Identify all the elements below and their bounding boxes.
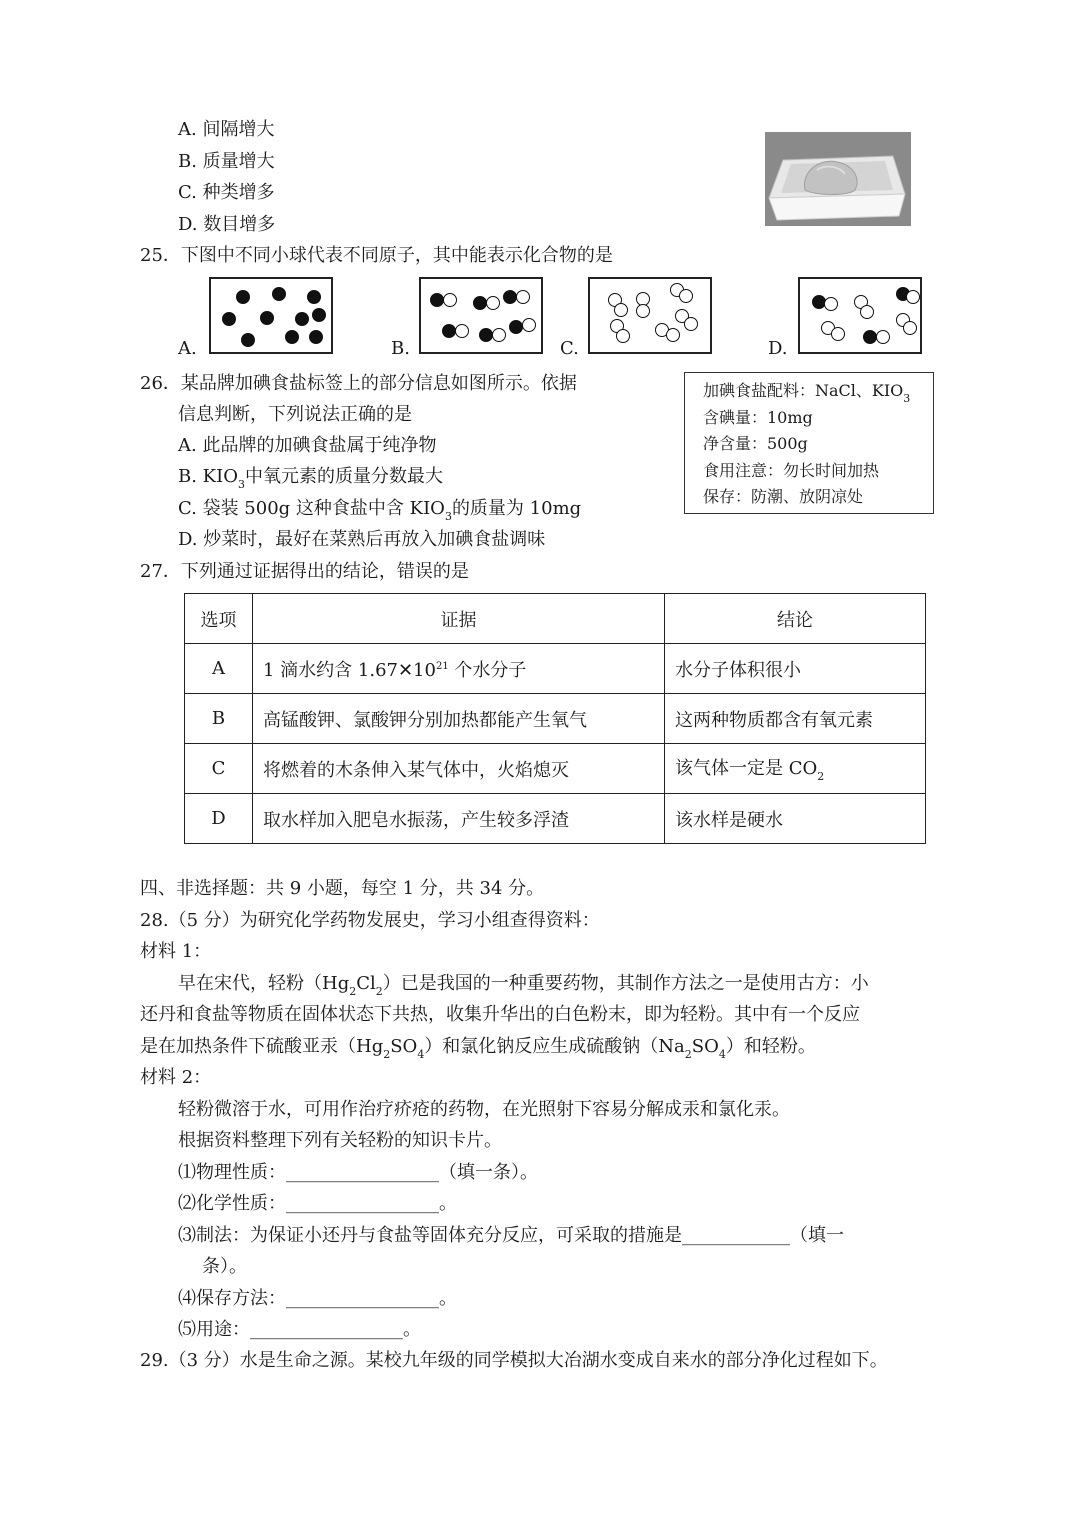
- q26-option-b: B. $KIO_3$中氧元素的质量分数最大: [178, 466, 443, 491]
- atom-dark: [260, 311, 274, 325]
- atom-dark: [473, 296, 487, 310]
- q28-item-method: ⑶制法：为保证小还丹与食盐等固体充分反应，可采取的措施是____________（填一: [178, 1225, 844, 1246]
- table-cell-evidence: 将燃着的木条伸入某气体中，火焰熄灭: [253, 744, 665, 794]
- salt-label-storage: 保存：防潮、放阴凉处: [703, 487, 864, 506]
- table-cell-option: A: [185, 644, 253, 694]
- q26-stem-line2: 信息判断，下列说法正确的是: [178, 404, 412, 425]
- atom-light: [679, 289, 693, 303]
- material2-para: 轻粉微溶于水，可用作治疗疥疮的药物，在光照射下容易分解成汞和氯化汞。: [178, 1099, 790, 1120]
- q24-option-d: D. 数目增多: [178, 214, 276, 235]
- q26-option-a: A. 此品牌的加碘食盐属于纯净物: [178, 435, 437, 456]
- atom-dark: [509, 320, 523, 334]
- section4-heading: 四、非选择题：共 9 小题，每空 1 分，共 34 分。: [140, 878, 545, 899]
- atom-light: [666, 328, 680, 342]
- atom-dark: [442, 324, 456, 338]
- table-header: 证据: [253, 594, 665, 644]
- table-row: [185, 694, 926, 744]
- atom-dark: [285, 330, 299, 344]
- atom-light: [860, 305, 874, 319]
- atom-light: [486, 296, 500, 310]
- table-row: [185, 744, 926, 794]
- q25-stem: 25．下图中不同小球代表不同原子，其中能表示化合物的是: [140, 245, 613, 266]
- knowledge-card-intro: 根据资料整理下列有关轻粉的知识卡片。: [178, 1130, 502, 1151]
- atom-light: [906, 290, 920, 304]
- atom-dark: [236, 290, 250, 304]
- atom-light: [443, 293, 457, 307]
- table-header-row: [185, 594, 926, 644]
- q25-box-a: [209, 277, 333, 354]
- salt-label-notice: 食用注意：勿长时间加热: [703, 461, 880, 480]
- atom-light: [903, 321, 917, 335]
- atom-light: [522, 318, 536, 332]
- atom-dark: [222, 312, 236, 326]
- table-cell-evidence: 1 滴水约含 $1.67✕10^{21}$ 个水分子: [253, 644, 665, 694]
- atom-light: [636, 304, 650, 318]
- table-row: [185, 794, 926, 844]
- salt-label-iodine: 含碘量：10mg: [703, 408, 813, 427]
- table-cell-option: B: [185, 694, 253, 744]
- atom-light: [876, 330, 890, 344]
- q25-box-b: [419, 277, 543, 354]
- q28-item-use: ⑸用途：_________________。: [178, 1319, 421, 1340]
- q25-label-b: B.: [391, 338, 410, 359]
- table-cell-evidence: 取水样加入肥皂水振荡，产生较多浮渣: [253, 794, 665, 844]
- q25-box-d: [798, 277, 922, 354]
- q26-option-c: C. 袋装 500g 这种食盐中含 $KIO_3$的质量为 10mg: [178, 498, 582, 523]
- atom-light: [824, 297, 838, 311]
- q28-item-chemical: ⑵化学性质：_________________。: [178, 1193, 457, 1214]
- material1-para-line2: 还丹和食盐等物质在固体状态下共热，收集升华出的白色粉末，即为轻粉。其中有一个反应: [140, 1004, 860, 1025]
- atom-dark: [312, 308, 326, 322]
- q28-stem: 28.（5 分）为研究化学药物发展史，学习小组查得资料：: [140, 910, 600, 931]
- q25-label-d: D.: [768, 338, 788, 359]
- q24-option-c: C. 种类增多: [178, 182, 275, 203]
- tray-photo: [765, 132, 911, 226]
- q28-item-method-cont: 条）。: [202, 1256, 247, 1277]
- table-cell-option: C: [185, 744, 253, 794]
- atom-dark: [309, 330, 323, 344]
- atom-light: [516, 290, 530, 304]
- atom-dark: [863, 330, 877, 344]
- table-header: 选项: [185, 594, 253, 644]
- q28-item-storage: ⑷保存方法：_________________。: [178, 1288, 457, 1309]
- q27-stem: 27．下列通过证据得出的结论，错误的是: [140, 561, 469, 582]
- material2-title: 材料 2：: [140, 1067, 212, 1088]
- table-cell-conclusion: 该气体一定是 $CO_2$: [665, 744, 926, 794]
- atom-light: [492, 328, 506, 342]
- table-cell-conclusion: 该水样是硬水: [665, 794, 926, 844]
- atom-light: [614, 303, 628, 317]
- q26-option-d: D. 炒菜时，最好在菜熟后再放入加碘食盐调味: [178, 529, 546, 550]
- q25-label-a: A.: [178, 338, 197, 359]
- material1-para-line1: 早在宋代，轻粉$(Hg_2Cl_2)$已是我国的一种重要药物，其制作方法之一是使用古方：小: [178, 973, 869, 998]
- q29-stem: 29.（3 分）水是生命之源。某校九年级的同学模拟大冶湖水变成自来水的部分净化过程如下。: [140, 1350, 888, 1371]
- q25-label-c: C.: [560, 338, 579, 359]
- q25-box-c: [588, 277, 712, 354]
- q24-option-a: A. 间隔增大: [178, 119, 275, 140]
- q24-option-b: B. 质量增大: [178, 151, 275, 172]
- q28-item-physical: ⑴物理性质：_________________（填一条）。: [178, 1162, 538, 1183]
- q26-stem-line1: 26．某品牌加碘食盐标签上的部分信息如图所示。依据: [140, 373, 577, 394]
- atom-dark: [503, 290, 517, 304]
- atom-light: [455, 324, 469, 338]
- table-cell-conclusion: 这两种物质都含有氧元素: [665, 694, 926, 744]
- salt-label-box: [684, 372, 934, 514]
- table-header: 结论: [665, 594, 926, 644]
- table-cell-conclusion: 水分子体积很小: [665, 644, 926, 694]
- table-cell-evidence: 高锰酸钾、氯酸钾分别加热都能产生氧气: [253, 694, 665, 744]
- atom-dark: [241, 333, 255, 347]
- atom-dark: [295, 312, 309, 326]
- atom-dark: [272, 287, 286, 301]
- atom-dark: [307, 290, 321, 304]
- material1-title: 材料 1：: [140, 941, 212, 962]
- salt-label-ingredients: 加碘食盐配料：NaCl、$KIO_3$: [703, 381, 911, 405]
- atom-dark: [430, 293, 444, 307]
- salt-label-net: 净含量：500g: [703, 434, 808, 453]
- table-cell-option: D: [185, 794, 253, 844]
- atom-light: [831, 327, 845, 341]
- atom-light: [684, 317, 698, 331]
- material1-para-line3: 是在加热条件下硫酸亚汞$(Hg_2SO_4)$和氯化钠反应生成硫酸钠$(Na_2SO_4)$和轻粉。: [140, 1036, 816, 1061]
- evidence-table: [184, 593, 926, 844]
- atom-light: [616, 329, 630, 343]
- table-row: [185, 644, 926, 694]
- atom-dark: [479, 328, 493, 342]
